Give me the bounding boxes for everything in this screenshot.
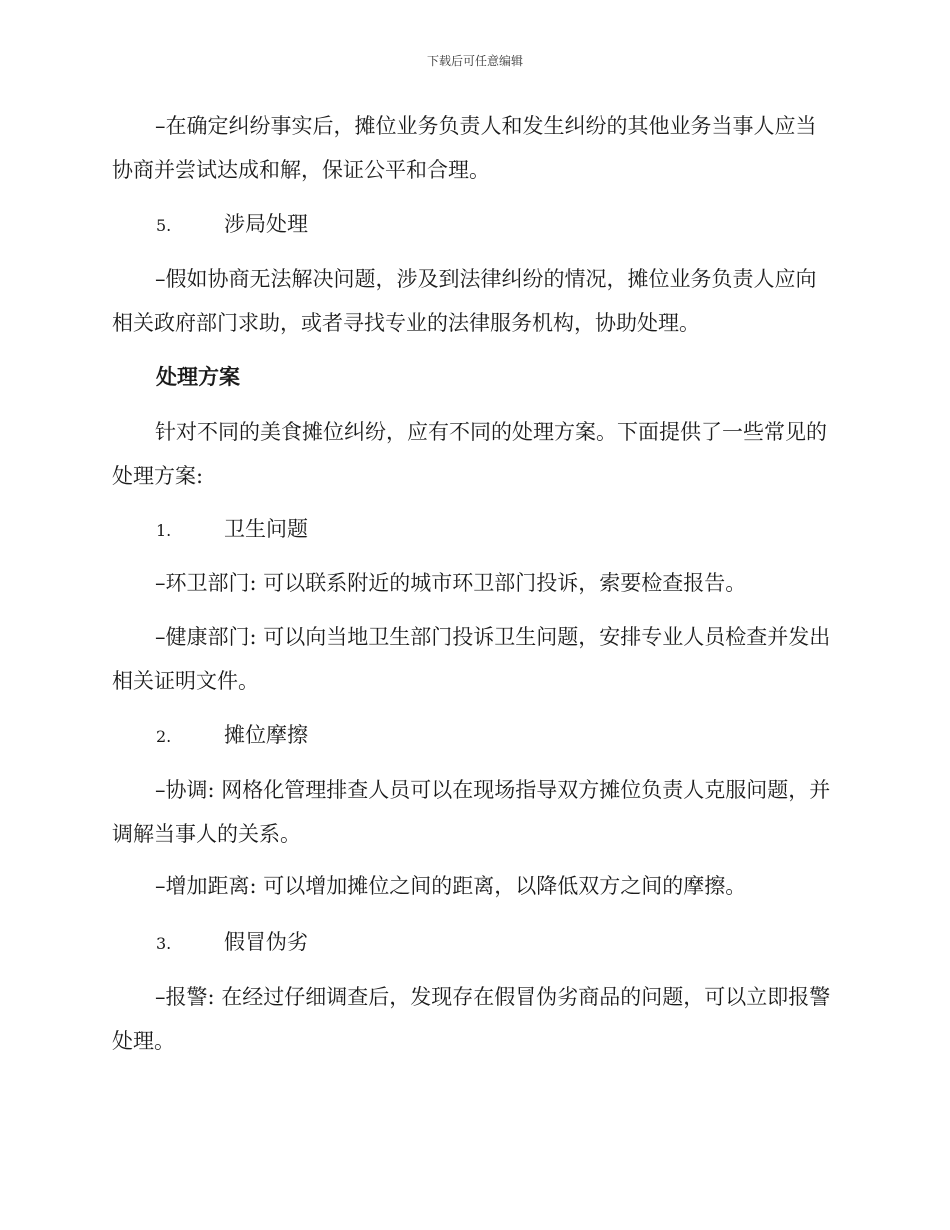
page-header: 下载后可任意编辑 (426, 54, 523, 68)
section-heading: 处理方案 (156, 365, 240, 389)
list-title: 涉局处理 (224, 212, 308, 236)
list-item-3 (156, 930, 308, 956)
paragraph-distance: –增加距离: 可以增加摊位之间的距离，以降低双方之间的摩擦。 (155, 874, 747, 898)
paragraph-intro: 针对不同的美食摊位纠纷，应有不同的处理方案。下面提供了一些常见的处理方案: (112, 420, 827, 488)
list-number: 2. (156, 727, 172, 746)
paragraph-sanitation: –环卫部门: 可以联系附近的城市环卫部门投诉，索要检查报告。 (155, 571, 747, 595)
paragraph-coordinate: –协调: 网格化管理排查人员可以在现场指导双方摊位负责人克服问题，并调解当事人的关系。 (112, 778, 831, 846)
list-number: 1. (156, 521, 172, 540)
list-item-5 (156, 212, 308, 238)
list-item-2 (156, 723, 308, 749)
list-item-1 (156, 517, 308, 543)
list-title: 假冒伪劣 (224, 930, 308, 954)
list-title: 摊位摩擦 (224, 723, 308, 747)
list-number: 3. (156, 934, 172, 953)
paragraph-reconcile: –在确定纠纷事实后，摊位业务负责人和发生纠纷的其他业务当事人应当协商并尝试达成和解，保证公平和合理。 (112, 114, 817, 182)
list-number: 5. (156, 216, 172, 235)
paragraph-police: –报警: 在经过仔细调查后，发现存在假冒伪劣商品的问题，可以立即报警处理。 (112, 985, 831, 1053)
paragraph-health: –健康部门: 可以向当地卫生部门投诉卫生问题，安排专业人员检查并发出相关证明文件。 (112, 625, 831, 693)
list-title: 卫生问题 (224, 517, 308, 541)
paragraph-legal: –假如协商无法解决问题，涉及到法律纠纷的情况，摊位业务负责人应向相关政府部门求助，或者寻找专业的法律服务机构，协助处理。 (112, 267, 817, 335)
